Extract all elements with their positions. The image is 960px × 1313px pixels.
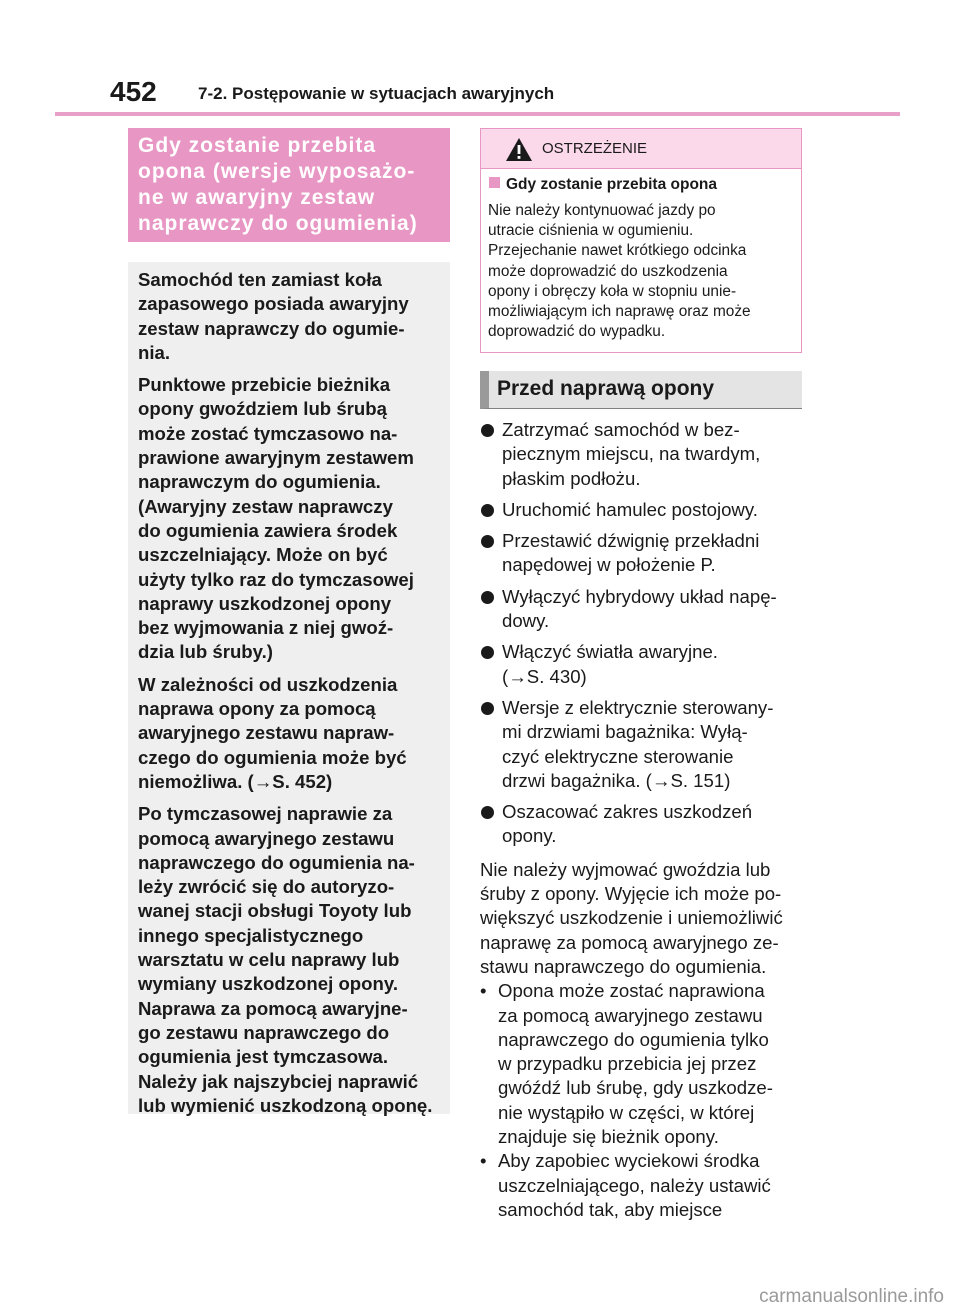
bullet-item	[480, 640, 805, 689]
text-line: do ogumienia zawiera środek	[138, 519, 398, 541]
text-line: zestaw naprawczy do ogumie-	[138, 317, 405, 339]
text-line: czego do ogumienia może być	[138, 746, 407, 768]
text-line: leży zwrócić się do autoryzo-	[138, 876, 395, 898]
text-line: innego specjalistycznego	[138, 924, 364, 946]
header-rule	[55, 112, 900, 116]
text-line: użyty tylko raz do tymczasowej	[138, 568, 414, 590]
warning-text	[488, 201, 800, 342]
section-heading: Przed naprawą opony	[480, 371, 802, 409]
text-line: mi drzwiami bagażnika: Wyłą-	[502, 721, 748, 743]
text-line: dowy.	[502, 610, 550, 632]
text-line: Opona może zostać naprawiona	[498, 980, 765, 1002]
text-line: napędowej w położenie P.	[502, 554, 716, 576]
text-line: go zestawu naprawczego do	[138, 1021, 390, 1043]
text-line: w przypadku przebicia jej przez	[498, 1053, 757, 1075]
chapter-title: 7-2. Postępowanie w sytuacjach awaryjnych	[198, 84, 555, 103]
text-line: możliwiającym ich naprawę oraz może	[488, 303, 751, 321]
text-line: uszczelniający. Może on być	[138, 544, 388, 566]
bullet-dot-icon	[481, 535, 494, 548]
text-line: (Awaryjny zestaw naprawczy	[138, 495, 393, 517]
text-line: znajduje się bieżnik opony.	[498, 1126, 719, 1148]
text-line: Naprawa za pomocą awaryjne-	[138, 997, 408, 1019]
text-line: piecznym miejscu, na twardym,	[502, 443, 761, 465]
watermark-text: carmanualsonline.info	[759, 1286, 944, 1307]
text-line: Nie należy wyjmować gwoździa lub	[480, 858, 771, 880]
text-line: wanej stacji obsługi Toyoty lub	[138, 900, 412, 922]
text-line: dzia lub śruby.)	[138, 641, 273, 663]
text-line: pomocą awaryjnego zestawu	[138, 827, 395, 849]
text-line: naprawczego do ogumienia tylko	[498, 1028, 769, 1050]
bullet-item	[480, 585, 805, 634]
warning-box	[480, 128, 802, 353]
text-line: ogumienia jest tymczasowa.	[138, 1046, 389, 1068]
text-line: zapasowego posiada awaryjny	[138, 293, 409, 315]
warning-subtitle-text: Gdy zostanie przebita opona	[506, 176, 717, 193]
banner-line: Gdy zostanie przebita	[138, 134, 377, 157]
warning-header	[481, 129, 801, 169]
text-line: warsztatu w celu naprawy lub	[138, 949, 400, 971]
text-line: utracie ciśnienia w ogumieniu.	[488, 222, 694, 240]
text-line: naprawa opony za pomocą	[138, 698, 376, 720]
square-bullet-icon	[489, 177, 500, 188]
text-line: Należy jak najszybciej naprawić	[138, 1070, 419, 1092]
text-line: Włączyć światła awaryjne.	[502, 641, 718, 663]
text-line: Wyłączyć hybrydowy układ napę-	[502, 585, 777, 607]
banner-line: ne w awaryjny zestaw	[138, 186, 376, 209]
text-line: może doprowadzić do uszkodzenia	[488, 262, 728, 280]
bullet-dot-icon	[481, 646, 494, 659]
text-line: gwóźdź lub śrubę, gdy uszkodze-	[498, 1077, 773, 1099]
banner-line: opona (wersje wyposażo-	[138, 160, 416, 183]
text-line: prawione awaryjnym zestawem	[138, 447, 414, 469]
note-paragraph	[480, 858, 805, 979]
text-line: samochód tak, aby miejsce	[498, 1198, 723, 1220]
text-line: śruby z opony. Wyjęcie ich może po-	[480, 883, 782, 905]
info-paragraph	[138, 268, 444, 365]
right-column	[480, 418, 805, 1222]
text-line: Przestawić dźwignię przekładni	[502, 530, 760, 552]
text-line: (→S. 430)	[502, 665, 587, 687]
bullet-dot-icon	[481, 591, 494, 604]
text-line: uszczelniającego, należy ustawić	[498, 1174, 771, 1196]
dash-item	[480, 979, 805, 1149]
info-box	[128, 262, 450, 1114]
text-line: Przejechanie nawet krótkiego odcinka	[488, 242, 747, 260]
text-line: nie wystąpiło w części, w której	[498, 1101, 755, 1123]
text-line: może zostać tymczasowo na-	[138, 422, 398, 444]
text-line: opony i obręczy koła w stopniu unie-	[488, 282, 737, 300]
text-line: wymiany uszkodzonej opony.	[138, 973, 399, 995]
bullet-item	[480, 529, 805, 578]
text-line: opony gwoździem lub śrubą	[138, 398, 387, 420]
text-line: drzwi bagażnika. (→S. 151)	[502, 769, 731, 791]
bullet-item	[480, 498, 805, 522]
text-line: Zatrzymać samochód w bez-	[502, 419, 740, 440]
text-line: naprawy uszkodzonej opony	[138, 592, 392, 614]
section-banner	[128, 128, 450, 242]
bullet-item	[480, 418, 805, 491]
text-line: Uruchomić hamulec postojowy.	[502, 498, 758, 520]
bullet-dot-icon	[481, 424, 494, 437]
text-line: awaryjnego zestawu napraw-	[138, 722, 395, 744]
text-line: większyć uszkodzenie i uniemożliwić	[480, 907, 783, 929]
text-line: naprawczym do ogumienia.	[138, 471, 381, 493]
bullet-item	[480, 800, 805, 849]
text-line: bez wyjmowania z niej gwoź-	[138, 617, 394, 639]
text-line: stawu naprawczego do ogumienia.	[480, 955, 767, 977]
text-line: doprowadzić do wypadku.	[488, 323, 666, 341]
info-paragraph	[138, 673, 444, 794]
bullet-item	[480, 696, 805, 793]
text-line: naprawczego do ogumienia na-	[138, 851, 415, 873]
info-paragraph	[138, 373, 444, 665]
text-line: niemożliwa. (→S. 452)	[138, 770, 333, 792]
text-line: Oszacować zakres uszkodzeń	[502, 801, 753, 823]
dash-bullet-icon: •	[480, 980, 487, 1002]
text-line: Aby zapobiec wyciekowi środka	[498, 1150, 760, 1172]
dash-bullet-icon: •	[480, 1150, 487, 1172]
text-line: czyć elektryczne sterowanie	[502, 745, 734, 767]
text-line: Wersje z elektrycznie sterowany-	[502, 696, 774, 718]
banner-line: naprawczy do ogumienia)	[138, 212, 418, 235]
text-line: za pomocą awaryjnego zestawu	[498, 1004, 763, 1026]
text-line: W zależności od uszkodzenia	[138, 673, 398, 695]
bullet-dot-icon	[481, 702, 494, 715]
text-line: lub wymienić uszkodzoną oponę.	[138, 1094, 433, 1116]
dash-item	[480, 1149, 805, 1222]
text-line: nia.	[138, 341, 171, 363]
page-number: 452	[110, 76, 157, 107]
bullet-dot-icon	[481, 504, 494, 517]
text-line: opony.	[502, 825, 557, 847]
warning-triangle-icon	[505, 137, 533, 162]
text-line: Nie należy kontynuować jazdy po	[488, 202, 716, 219]
info-paragraph	[138, 802, 444, 1118]
text-line: Samochód ten zamiast koła	[138, 269, 382, 290]
warning-label: OSTRZEŻENIE	[542, 140, 648, 157]
text-line: naprawę za pomocą awaryjnego ze-	[480, 931, 779, 953]
text-line: Po tymczasowej naprawie za	[138, 803, 393, 825]
bullet-dot-icon	[481, 806, 494, 819]
text-line: płaskim podłożu.	[502, 467, 641, 489]
warning-subtitle	[489, 175, 717, 195]
text-line: Punktowe przebicie bieżnika	[138, 374, 391, 396]
